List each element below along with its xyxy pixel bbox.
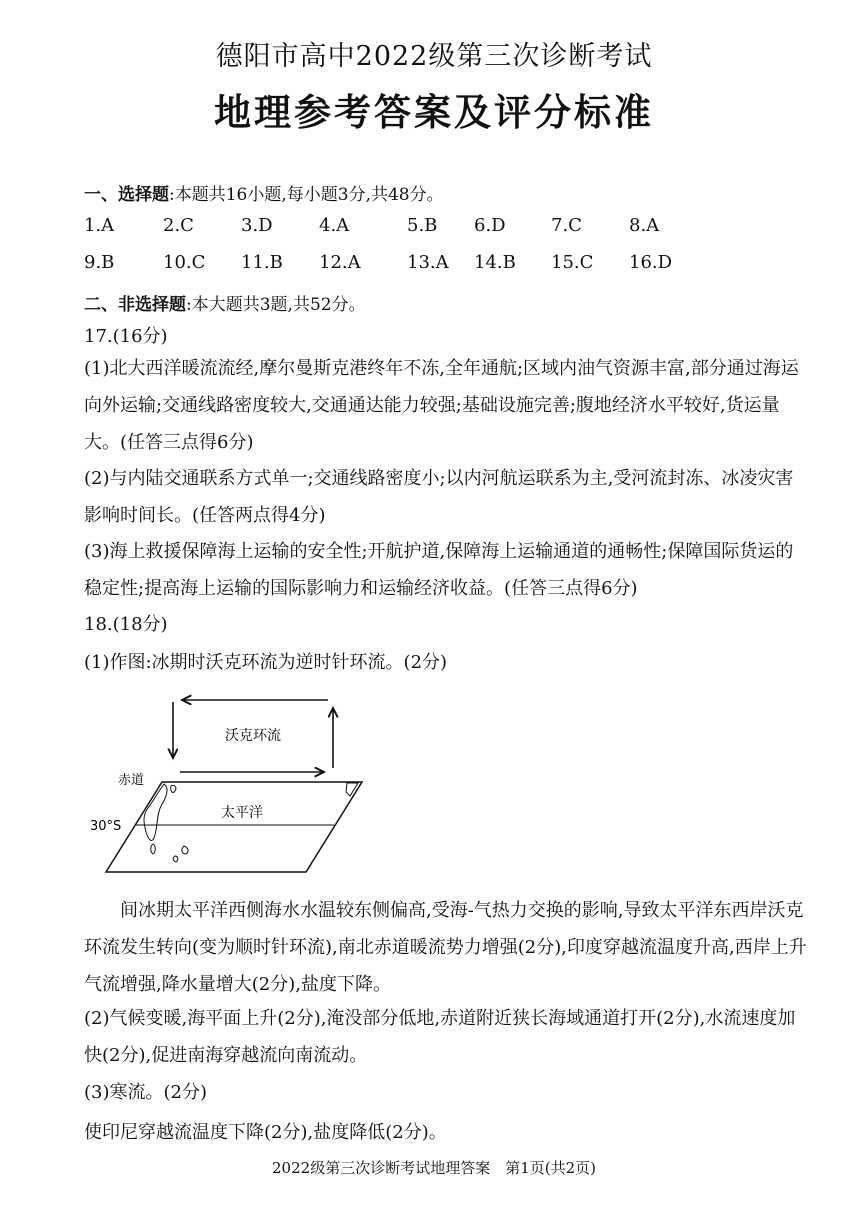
answer-item: 8.A [629,215,660,236]
q17-answer-2: (2)与内陆交通联系方式单一;交通线路密度小;以内河航运联系为主,受河流封冻、冰凌灾害影响时间长。(任答两点得4分) [84,468,794,526]
q18-answer-3: (2)气候变暖,海平面上升(2分),淹没部分低地,赤道附近狭长海域通道打开(2分),水流速度加快(2分),促进南海穿越流向南流动。 [84,1008,796,1066]
answer-item: 12.A [319,252,361,273]
equator-label: 赤道 [118,773,145,788]
section2-heading: 二、非选择题 [84,295,186,315]
answer-item: 11.B [241,252,283,273]
q17-answer-3: (3)海上救援保障海上运输的安全性;开航护道,保障海上运输通道的通畅性;保障国际货运的稳定性;提高海上运输的国际影响力和运输经济收益。(任答三点得6分) [84,541,794,599]
answer-item: 15.C [551,252,594,273]
answer-item: 1.A [84,215,115,236]
east-coast-land [346,783,358,796]
answer-item: 13.A [407,252,449,273]
island-south [151,844,156,854]
q17-answer-1: (1)北大西洋暖流流经,摩尔曼斯克港终年不冻,全年通航;区域内油气资源丰富,部分通过海运向外运输;交通线路密度较大,交通通达能力较强;基础设施完善;腹地经济水平较好,货运量大。(任答三点得6分) [84,358,799,453]
answer-item: 9.B [84,252,115,273]
answer-item: 2.C [163,215,194,236]
q17-label: 17.(16分) [84,326,168,347]
pacific-label: 太平洋 [221,805,263,821]
answer-key-title: 地理参考答案及评分标准 [214,91,654,134]
island-east-2 [173,856,178,862]
q18-answer-4: (3)寒流。(2分) [84,1082,207,1103]
answer-item: 14.B [474,252,516,273]
q18-answer-2: 间冰期太平洋西侧海水水温较东侧偏高,受海-气热力交换的影响,导致太平洋东西岸沃克环流发生转向(变为顺时针环流),南北赤道暖流势力增强(2分),印度穿越流温度升高,西岸上升气流增强,降水量增大(2分),盐度下降。 [84,900,807,995]
answer-item: 3.D [241,215,273,236]
section2-header [84,290,366,315]
answer-item: 6.D [474,215,506,236]
page-footer: 2022级第三次诊断考试地理答案 第1页(共2页) [272,1159,596,1177]
walker-circulation-diagram [90,688,380,888]
walker-label: 沃克环流 [225,728,281,744]
section1-header [84,180,444,205]
section1-desc: :本题共16小题,每小题3分,共48分。 [169,185,444,205]
island-east-1 [182,846,188,854]
answer-item: 10.C [163,252,206,273]
island-north [171,785,176,792]
section1-heading: 一、选择题 [84,185,169,205]
answer-item: 7.C [551,215,582,236]
q18-answer-1: (1)作图:冰期时沃克环流为逆时针环流。(2分) [84,652,448,673]
section2-desc: :本大题共3题,共52分。 [186,295,366,315]
latitude-label: 30°S [90,819,122,834]
answer-item: 16.D [629,252,673,273]
q18-answer-5: 使印尼穿越流温度下降(2分),盐度降低(2分)。 [84,1122,447,1143]
q18-label: 18.(18分) [84,614,168,635]
answer-item: 4.A [319,215,350,236]
answer-item: 5.B [407,215,438,236]
exam-title: 德阳市高中2022级第三次诊断考试 [215,41,653,72]
